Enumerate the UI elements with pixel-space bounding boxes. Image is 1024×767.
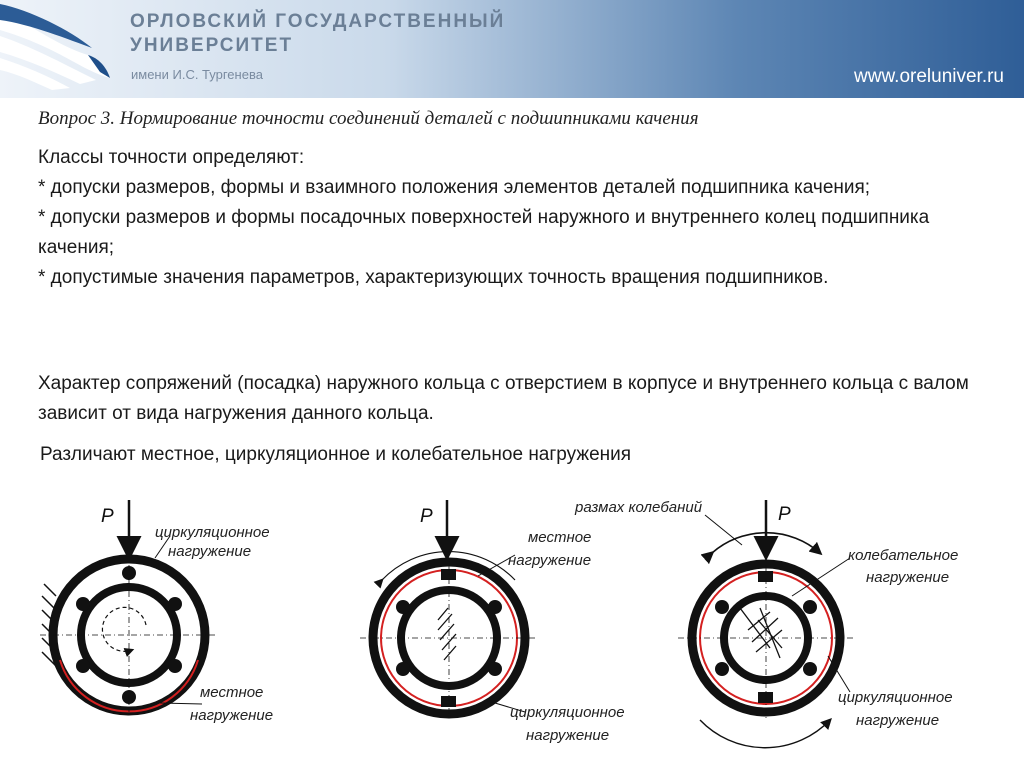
label-bottom-1: циркуляционное [510,704,625,721]
university-name-line1: ОРЛОВСКИЙ ГОСУДАРСТВЕННЫЙ [130,11,506,32]
label-top-1: колебательное [848,547,959,564]
website-link[interactable]: www.oreluniver.ru [854,66,1004,87]
accuracy-classes-block [38,143,998,293]
label-top-1: местное [528,529,592,546]
university-name-line2: УНИВЕРСИТЕТ [130,35,294,56]
diagram-local-load-inner [360,500,625,744]
label-bottom-2: нагружение [856,712,940,729]
label-top-2: нагружение [508,552,592,569]
force-label: P [420,506,433,527]
diagram-circulating-load-inner [40,500,273,724]
fit-text: Характер сопряжений (посадка) наружного кольца с отверстием в корпусе и внутреннего кольца с валом зависит от вида нагружения данного кольца. [38,373,969,424]
loading-types-text: Различают местное, циркуляционное и колебательное нагружения [40,444,632,465]
swing-leader [705,515,742,545]
bullet-1: * допуски размеров, формы и взаимного положения элементов деталей подшипника качения; [38,177,871,198]
label-bottom-2: нагружение [526,727,610,744]
rotation-arrow [700,720,830,748]
bearing-diagrams [0,480,1024,767]
university-subtitle: имени И.С. Тургенева [131,67,263,82]
label-bottom-1: циркуляционное [838,689,953,706]
rotation-arrow [102,607,146,651]
label-top-2: нагружение [866,569,950,586]
diagram-oscillating-load [574,499,958,748]
bullet-3: * допустимые значения параметров, характеризующих точность вращения подшипников. [38,267,829,288]
label-top-2: нагружение [168,543,252,560]
local-load-hatch [438,608,456,660]
force-label: P [778,504,791,525]
classes-intro: Классы точности определяют: [38,147,305,168]
label-bottom-2: нагружение [190,707,274,724]
header-banner [0,0,1024,98]
label-top-1: циркуляционное [155,524,270,541]
university-name [130,10,505,58]
force-label: P [101,506,114,527]
question-title: Вопрос 3. Нормирование точности соединений деталей с подшипниками качения [38,108,699,129]
bullet-2: * допуски размеров и формы посадочных поверхностей наружного и внутреннего колец подшипника качения; [38,207,930,258]
oscillating-load-hatch [740,608,782,658]
swing-label: размах колебаний [575,499,703,516]
university-logo-icon [0,0,125,98]
label-bottom-1: местное [200,684,264,701]
